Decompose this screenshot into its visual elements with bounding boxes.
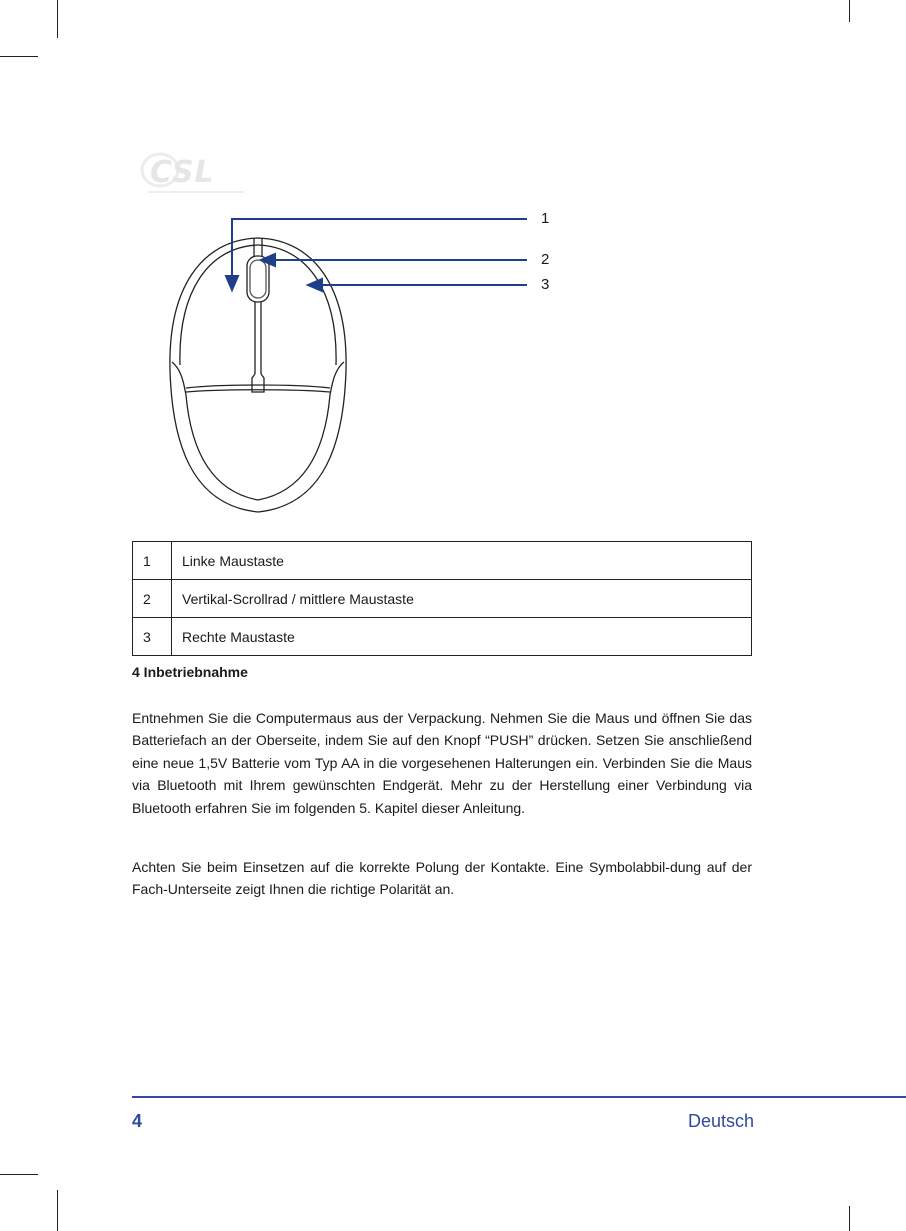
table-row	[133, 542, 752, 580]
callout-3-label: 3	[541, 276, 550, 293]
row-number: 3	[133, 618, 172, 656]
callout-lines	[226, 219, 527, 291]
page-number: 4	[132, 1111, 143, 1131]
table-row	[133, 618, 752, 656]
crop-mark	[0, 1174, 38, 1175]
logo-text: CSL	[150, 155, 215, 190]
parts-table	[132, 541, 752, 656]
callout-2-label: 2	[541, 251, 550, 268]
paragraph: Entnehmen Sie die Computermaus aus der Verpackung. Nehmen Sie die Maus und öffnen Sie das Batteriefach an der Oberseite, indem Sie auf den Knopf “PUSH” drücken. Setzen Sie anschließend eine neue 1,5V Batterie vom Typ AA in die vorgesehenen Halterungen ein. Verbinden Sie die Maus via Bluetooth mit Ihrem gewünschten Endgerät. Mehr zu der Herstellung einer Verbindung via Bluetooth erfahren Sie im folgenden 5. Kapitel dieser Anleitung.	[132, 710, 752, 816]
callout-1-label: 1	[541, 210, 550, 227]
crop-mark	[57, 1190, 58, 1231]
footer-language: Deutsch	[687, 1111, 754, 1131]
footer-rule	[132, 1096, 906, 1098]
row-number: 2	[133, 580, 172, 618]
crop-mark	[849, 1206, 850, 1231]
table-row	[133, 580, 752, 618]
paragraph: Achten Sie beim Einsetzen auf die korrekte Polung der Kontakte. Eine Symbolabbil-dung auf der Fach-Unterseite zeigt Ihnen die richtige Polarität an.	[132, 859, 752, 898]
section-heading: 4 Inbetriebnahme	[132, 664, 248, 680]
row-number: 1	[133, 542, 172, 580]
row-label: Linke Maustaste	[172, 542, 752, 580]
row-label: Rechte Maustaste	[172, 618, 752, 656]
mouse-diagram	[0, 0, 906, 540]
row-label: Vertikal-Scrollrad / mittlere Maustaste	[172, 580, 752, 618]
